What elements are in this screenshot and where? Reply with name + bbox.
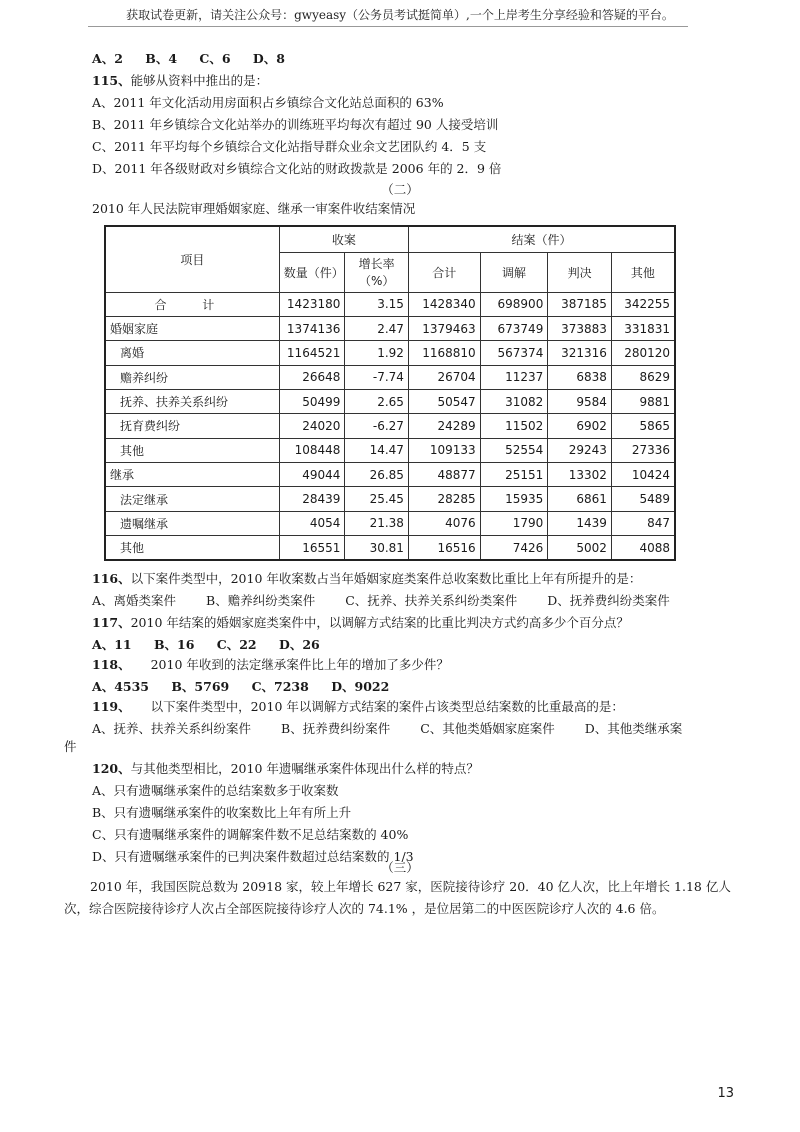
row-name-cell: 离婚 (105, 341, 279, 365)
q117-option-d: D、26 (279, 637, 320, 652)
mediation-cell: 7426 (480, 536, 548, 560)
table-row (105, 365, 675, 389)
received-count-cell: 50499 (279, 389, 345, 413)
col-count-header: 数量（件） (279, 252, 345, 292)
section-3-heading: （三） (381, 860, 419, 875)
q114-option-c: C、6 (199, 51, 231, 66)
received-count-cell: 28439 (279, 487, 345, 511)
col-total-header: 合计 (408, 252, 480, 292)
q116-stem: 以下案件类型中，2010 年收案数占当年婚姻家庭类案件总收案数比重比上年有所提升的是： (130, 571, 642, 586)
q114-option-b: B、4 (145, 51, 178, 66)
received-count-cell: 1374136 (279, 316, 345, 340)
other-cell: 27336 (611, 438, 675, 462)
q119-number: 119、 (92, 699, 131, 714)
q119-option-d-wrap: 件 (64, 739, 77, 754)
q119-option-d: D、其他类继承案 (584, 721, 683, 736)
row-name-cell: 赡养纠纷 (105, 365, 279, 389)
q115-option-d: D、2011 年各级财政对乡镇综合文化站的财政拨款是 2006 年的 2．9 倍 (92, 161, 502, 176)
q118-stem: 2010 年收到的法定继承案件比上年的增加了多少件？ (150, 657, 449, 672)
other-cell: 9881 (611, 389, 675, 413)
judgment-cell: 6902 (548, 414, 612, 438)
table-row (105, 292, 675, 316)
other-cell: 847 (611, 511, 675, 535)
closed-total-cell: 4076 (408, 511, 480, 535)
header-rule (88, 26, 688, 27)
q119-options (92, 720, 682, 738)
received-count-cell: 108448 (279, 438, 345, 462)
q117-option-c: C、22 (216, 637, 257, 652)
q117-stem-line (92, 614, 629, 632)
section-3-paragraph: 2010 年，我国医院总数为 20918 家，较上年增长 627 家，医院接待诊疗 20．40 亿人次，比上年增长 1.18 亿人次，综合医院接待诊疗人次占全部医院接待诊疗人次的 74.1% ，是位居第二的中医医院诊疗人次的 4.6 倍。 (64, 879, 731, 916)
mediation-cell: 698900 (480, 292, 548, 316)
q115-stem: 能够从资料中推出的是： (130, 73, 269, 88)
mediation-cell: 567374 (480, 341, 548, 365)
q119-option-b: B、抚养费纠纷案件 (281, 721, 391, 736)
closed-total-cell: 109133 (408, 438, 480, 462)
closed-total-cell: 1428340 (408, 292, 480, 316)
page-header: 获取试卷更新，请关注公众号：gwyeasy（公务员考试挺简单）,一个上岸考生分享经验和答疑的平台。 (126, 8, 674, 22)
table-row (105, 438, 675, 462)
q117-option-a: A、11 (92, 637, 132, 652)
judgment-cell: 13302 (548, 463, 612, 487)
col-mediation-header: 调解 (480, 252, 548, 292)
table-row (105, 316, 675, 340)
q120-option-d: D、只有遗嘱继承案件的已判决案件数超过总结案数的 1/3 (92, 849, 414, 864)
q115-stem-line (92, 72, 268, 90)
table-row (105, 389, 675, 413)
q118-stem-line (92, 656, 449, 674)
received-count-cell: 26648 (279, 365, 345, 389)
q119-option-a: A、抚养、扶养关系纠纷案件 (92, 721, 252, 736)
closed-total-cell: 50547 (408, 389, 480, 413)
growth-rate-cell: -6.27 (345, 414, 409, 438)
q115-number: 115、 (92, 73, 131, 88)
judgment-cell: 321316 (548, 341, 612, 365)
row-name-cell: 合 计 (105, 292, 279, 316)
col-growth-header: 增长率（%） (345, 252, 409, 292)
mediation-cell: 52554 (480, 438, 548, 462)
growth-rate-cell: 2.47 (345, 316, 409, 340)
q120-option-c: C、只有遗嘱继承案件的调解案件数不足总结案数的 40% (92, 827, 409, 842)
row-name-cell: 法定继承 (105, 487, 279, 511)
other-cell: 331831 (611, 316, 675, 340)
case-table (104, 225, 676, 561)
growth-rate-cell: 30.81 (345, 536, 409, 560)
table-row (105, 511, 675, 535)
q116-option-d: D、抚养费纠纷类案件 (547, 593, 670, 608)
judgment-cell: 5002 (548, 536, 612, 560)
table-row (105, 414, 675, 438)
q116-option-a: A、离婚类案件 (92, 593, 177, 608)
growth-rate-cell: 3.15 (345, 292, 409, 316)
col-received-header: 收案 (279, 226, 408, 252)
q120-number: 120、 (92, 761, 131, 776)
q114-options (92, 50, 303, 68)
other-cell: 4088 (611, 536, 675, 560)
received-count-cell: 4054 (279, 511, 345, 535)
mediation-cell: 15935 (480, 487, 548, 511)
closed-total-cell: 48877 (408, 463, 480, 487)
received-count-cell: 24020 (279, 414, 345, 438)
received-count-cell: 1164521 (279, 341, 345, 365)
col-closed-header: 结案（件） (408, 226, 675, 252)
growth-rate-cell: 2.65 (345, 389, 409, 413)
growth-rate-cell: 21.38 (345, 511, 409, 535)
row-name-cell: 抚育费纠纷 (105, 414, 279, 438)
q116-number: 116、 (92, 571, 131, 586)
q117-options (92, 636, 338, 654)
page-number: 13 (717, 1086, 734, 1101)
table-row (105, 536, 675, 560)
q120-stem-line (92, 760, 479, 778)
other-cell: 5865 (611, 414, 675, 438)
q116-option-c: C、抚养、扶养关系纠纷类案件 (345, 593, 518, 608)
received-count-cell: 49044 (279, 463, 345, 487)
judgment-cell: 6861 (548, 487, 612, 511)
q115-option-a: A、2011 年文化活动用房面积占乡镇综合文化站总面积的 63% (92, 95, 444, 110)
q115-option-b: B、2011 年乡镇综合文化站举办的训练班平均每次有超过 90 人接受培训 (92, 117, 499, 132)
row-name-cell: 遗嘱继承 (105, 511, 279, 535)
q116-stem-line (92, 570, 641, 588)
q120-stem: 与其他类型相比，2010 年遗嘱继承案件体现出什么样的特点？ (130, 761, 479, 776)
judgment-cell: 29243 (548, 438, 612, 462)
mediation-cell: 25151 (480, 463, 548, 487)
table-row (105, 341, 675, 365)
growth-rate-cell: 14.47 (345, 438, 409, 462)
row-name-cell: 婚姻家庭 (105, 316, 279, 340)
row-name-cell: 继承 (105, 463, 279, 487)
other-cell: 342255 (611, 292, 675, 316)
q120-option-b: B、只有遗嘱继承案件的收案数比上年有所上升 (92, 805, 352, 820)
col-item-header: 项目 (105, 226, 279, 292)
closed-total-cell: 24289 (408, 414, 480, 438)
mediation-cell: 31082 (480, 389, 548, 413)
closed-total-cell: 28285 (408, 487, 480, 511)
judgment-cell: 9584 (548, 389, 612, 413)
section-2-heading: （二） (381, 182, 419, 197)
case-table-wrapper (104, 225, 676, 561)
q114-option-a: A、2 (92, 51, 123, 66)
row-name-cell: 其他 (105, 438, 279, 462)
q114-option-d: D、8 (252, 51, 285, 66)
other-cell: 5489 (611, 487, 675, 511)
mediation-cell: 11502 (480, 414, 548, 438)
q118-option-d: D、9022 (331, 679, 390, 694)
table-title: 2010 年人民法院审理婚姻家庭、继承一审案件收结案情况 (92, 201, 416, 216)
closed-total-cell: 16516 (408, 536, 480, 560)
other-cell: 8629 (611, 365, 675, 389)
judgment-cell: 1439 (548, 511, 612, 535)
row-name-cell: 抚养、扶养关系纠纷 (105, 389, 279, 413)
q117-number: 117、 (92, 615, 131, 630)
q117-stem: 2010 年结案的婚姻家庭类案件中，以调解方式结案的比重比判决方式约高多少个百分点？ (130, 615, 629, 630)
q116-options (92, 592, 688, 610)
table-row (105, 463, 675, 487)
received-count-cell: 1423180 (279, 292, 345, 316)
growth-rate-cell: 26.85 (345, 463, 409, 487)
col-judgment-header: 判决 (548, 252, 612, 292)
table-row (105, 487, 675, 511)
q117-option-b: B、16 (153, 637, 195, 652)
growth-rate-cell: 25.45 (345, 487, 409, 511)
judgment-cell: 373883 (548, 316, 612, 340)
closed-total-cell: 1379463 (408, 316, 480, 340)
mediation-cell: 11237 (480, 365, 548, 389)
q119-stem-line (92, 698, 624, 716)
received-count-cell: 16551 (279, 536, 345, 560)
q118-option-c: C、7238 (251, 679, 309, 694)
row-name-cell: 其他 (105, 536, 279, 560)
judgment-cell: 6838 (548, 365, 612, 389)
q118-options (92, 678, 407, 696)
closed-total-cell: 1168810 (408, 341, 480, 365)
q119-stem: 以下案件类型中，2010 年以调解方式结案的案件占该类型总结案数的比重最高的是： (150, 699, 624, 714)
q120-option-a: A、只有遗嘱继承案件的总结案数多于收案数 (92, 783, 339, 798)
col-other-header: 其他 (611, 252, 675, 292)
growth-rate-cell: 1.92 (345, 341, 409, 365)
q119-option-c: C、其他类婚姻家庭案件 (420, 721, 555, 736)
growth-rate-cell: -7.74 (345, 365, 409, 389)
q118-option-a: A、4535 (92, 679, 149, 694)
q116-option-b: B、赡养纠纷类案件 (206, 593, 316, 608)
judgment-cell: 387185 (548, 292, 612, 316)
q118-number: 118、 (92, 657, 131, 672)
q115-option-c: C、2011 年平均每个乡镇综合文化站指导群众业余文艺团队约 4．5 支 (92, 139, 487, 154)
other-cell: 10424 (611, 463, 675, 487)
q118-option-b: B、5769 (171, 679, 230, 694)
mediation-cell: 673749 (480, 316, 548, 340)
closed-total-cell: 26704 (408, 365, 480, 389)
other-cell: 280120 (611, 341, 675, 365)
mediation-cell: 1790 (480, 511, 548, 535)
